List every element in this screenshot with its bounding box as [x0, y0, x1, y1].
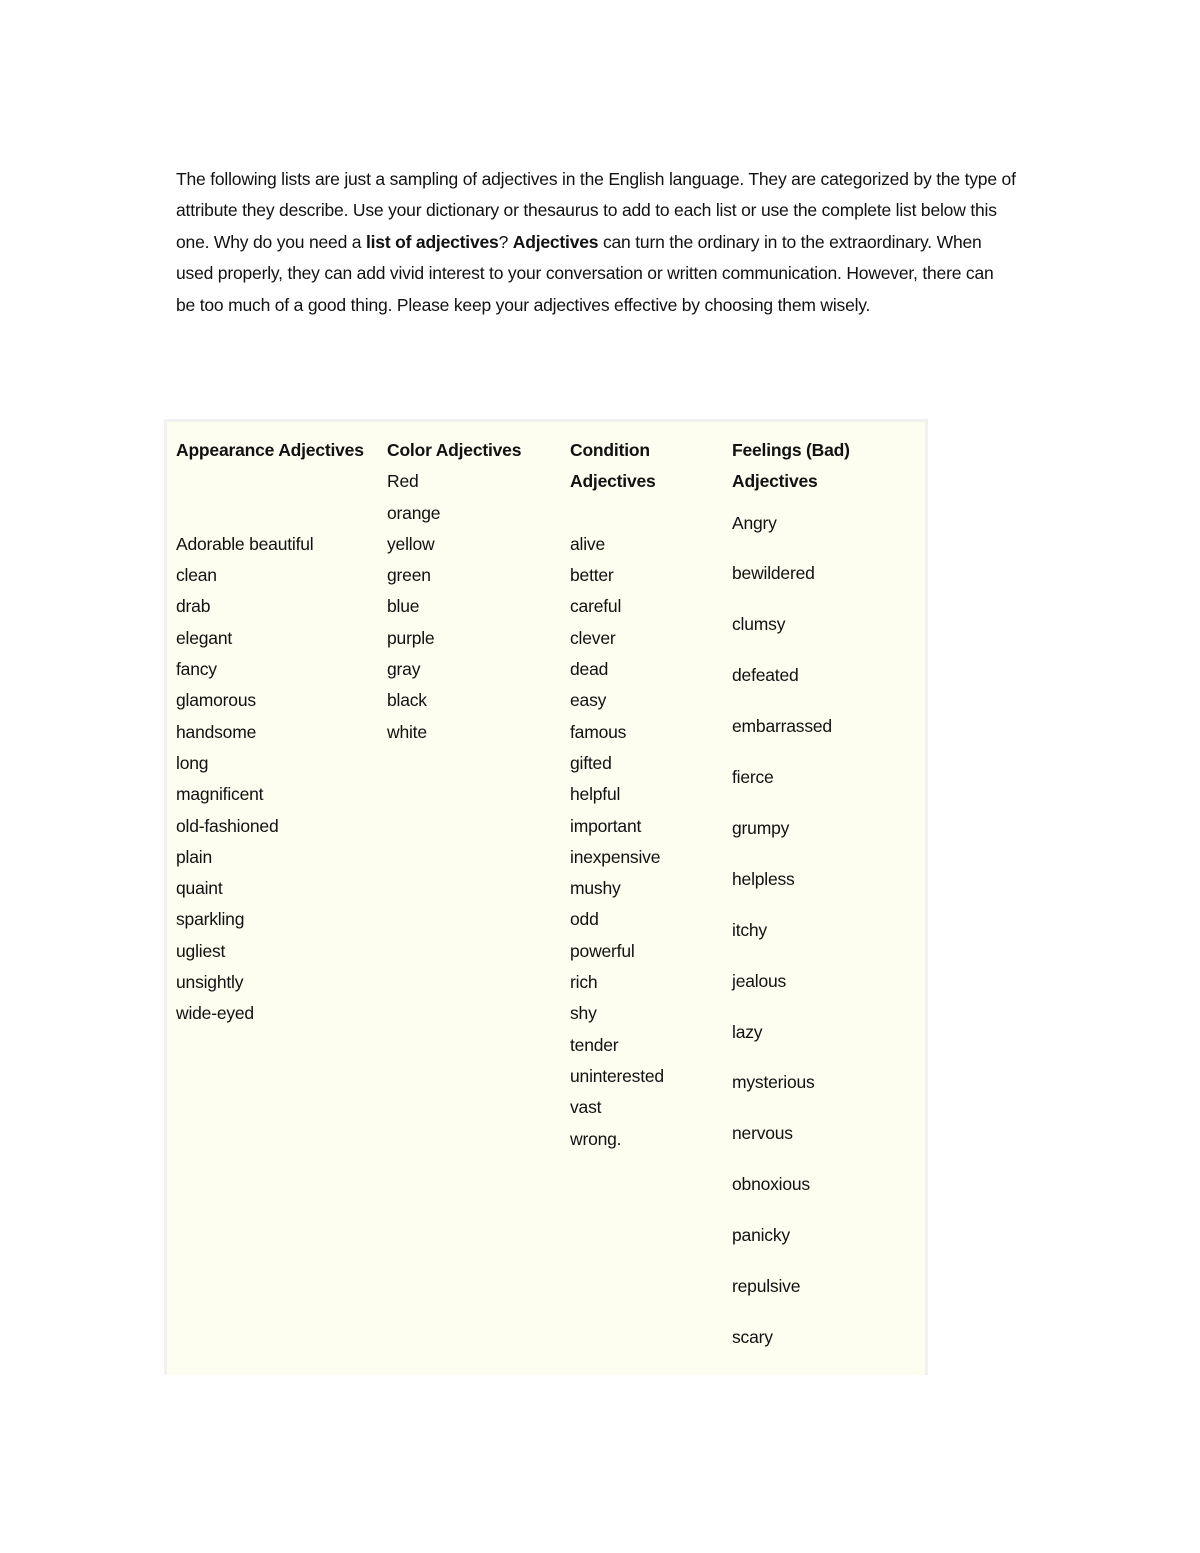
adjective-item: white	[387, 721, 427, 742]
adjective-item: important	[570, 815, 642, 836]
adjective-item: long	[176, 752, 209, 773]
adjective-item: obnoxious	[732, 1174, 810, 1195]
adjective-item: rich	[570, 972, 598, 993]
list-condition	[570, 529, 720, 1155]
adjective-item: magnificent	[176, 784, 264, 805]
adjective-item: elegant	[176, 627, 233, 648]
adjective-item: mysterious	[732, 1072, 815, 1093]
adjective-item: embarrassed	[732, 716, 832, 737]
adjective-item: clean	[176, 565, 217, 586]
adjective-item: alive	[570, 533, 605, 554]
adjective-item: clumsy	[732, 614, 786, 635]
adjective-item: bewildered	[732, 563, 815, 584]
adjective-item: dead	[570, 659, 609, 680]
adjective-item: better	[570, 565, 614, 586]
adjective-item: uninterested	[570, 1065, 664, 1086]
adjective-item: Angry	[732, 512, 777, 533]
adjective-item: defeated	[732, 665, 799, 686]
column-appearance	[176, 435, 376, 1030]
adjective-item: quaint	[176, 878, 223, 899]
adjective-item: helpless	[732, 868, 795, 889]
adjective-item: jealous	[732, 970, 787, 991]
adjective-item: odd	[570, 909, 599, 930]
adjective-item: ugliest	[176, 940, 226, 961]
adjective-item: gifted	[570, 752, 612, 773]
adjective-item: wide-eyed	[176, 1003, 254, 1024]
adjective-item: nervous	[732, 1123, 793, 1144]
adjective-item: old-fashioned	[176, 815, 279, 836]
column-color	[387, 435, 557, 748]
adjective-item: blue	[387, 596, 420, 617]
adjective-item: grumpy	[732, 817, 790, 838]
column-heading-feelings: Feelings (Bad) Adjectives	[732, 440, 850, 492]
adjective-item: shy	[570, 1003, 597, 1024]
adjective-item: plain	[176, 846, 212, 867]
intro-bold-list-of-adjectives: list of adjectives	[365, 231, 499, 252]
adjective-item: tender	[570, 1034, 619, 1055]
adjective-item: itchy	[732, 919, 767, 940]
adjective-item: lazy	[732, 1021, 763, 1042]
adjective-item: glamorous	[176, 690, 256, 711]
adjective-item: Red	[387, 471, 419, 492]
adjective-item: gray	[387, 659, 421, 680]
adjective-item: easy	[570, 690, 607, 711]
adjective-item: clever	[570, 627, 616, 648]
adjective-item: drab	[176, 596, 211, 617]
list-feelings	[732, 498, 912, 1363]
intro-text-2: ?	[498, 231, 513, 252]
column-condition	[570, 435, 720, 1155]
adjectives-table	[164, 419, 928, 1375]
adjective-item: wrong.	[570, 1128, 622, 1149]
adjective-item: helpful	[570, 784, 621, 805]
adjective-item: mushy	[570, 878, 621, 899]
adjective-item: vast	[570, 1097, 602, 1118]
adjective-item: repulsive	[732, 1275, 801, 1296]
column-feelings	[732, 435, 912, 1363]
adjective-item: Adorable beautiful	[176, 533, 314, 554]
list-color	[387, 466, 557, 748]
column-heading-condition: Condition Adjectives	[570, 440, 656, 492]
adjective-item: panicky	[732, 1225, 790, 1246]
adjective-item: black	[387, 690, 427, 711]
column-heading-color: Color Adjectives	[387, 440, 522, 460]
adjective-item: powerful	[570, 940, 635, 961]
intro-bold-adjectives: Adjectives	[512, 231, 599, 252]
intro-paragraph	[176, 164, 1016, 322]
adjective-item: unsightly	[176, 972, 244, 993]
adjective-item: orange	[387, 502, 441, 523]
adjective-item: handsome	[176, 721, 257, 742]
list-appearance	[176, 529, 376, 1030]
intro-text-1: The following lists are just a sampling of adjectives in the English language. They are categorized by the type of attribute they describe. Use your dictionary or thesaurus to add to each list or use the complete list below this one. Why do you need a	[176, 168, 1016, 252]
adjective-item: fancy	[176, 659, 217, 680]
adjective-item: green	[387, 565, 431, 586]
adjective-item: purple	[387, 627, 435, 648]
adjective-item: fierce	[732, 767, 774, 788]
adjective-item: famous	[570, 721, 627, 742]
adjective-item: careful	[570, 596, 622, 617]
column-heading-appearance: Appearance Adjectives	[176, 440, 364, 460]
intro-text-3: can turn the ordinary in to the extraordinary. When used properly, they can add vivid interest to your conversation or written communication. However, there can be too much of a good thing. Please keep your adjectives effective by choosing them wisely.	[176, 231, 994, 315]
adjective-item: yellow	[387, 533, 435, 554]
adjective-item: scary	[732, 1326, 773, 1347]
adjective-item: inexpensive	[570, 846, 661, 867]
adjective-item: sparkling	[176, 909, 245, 930]
